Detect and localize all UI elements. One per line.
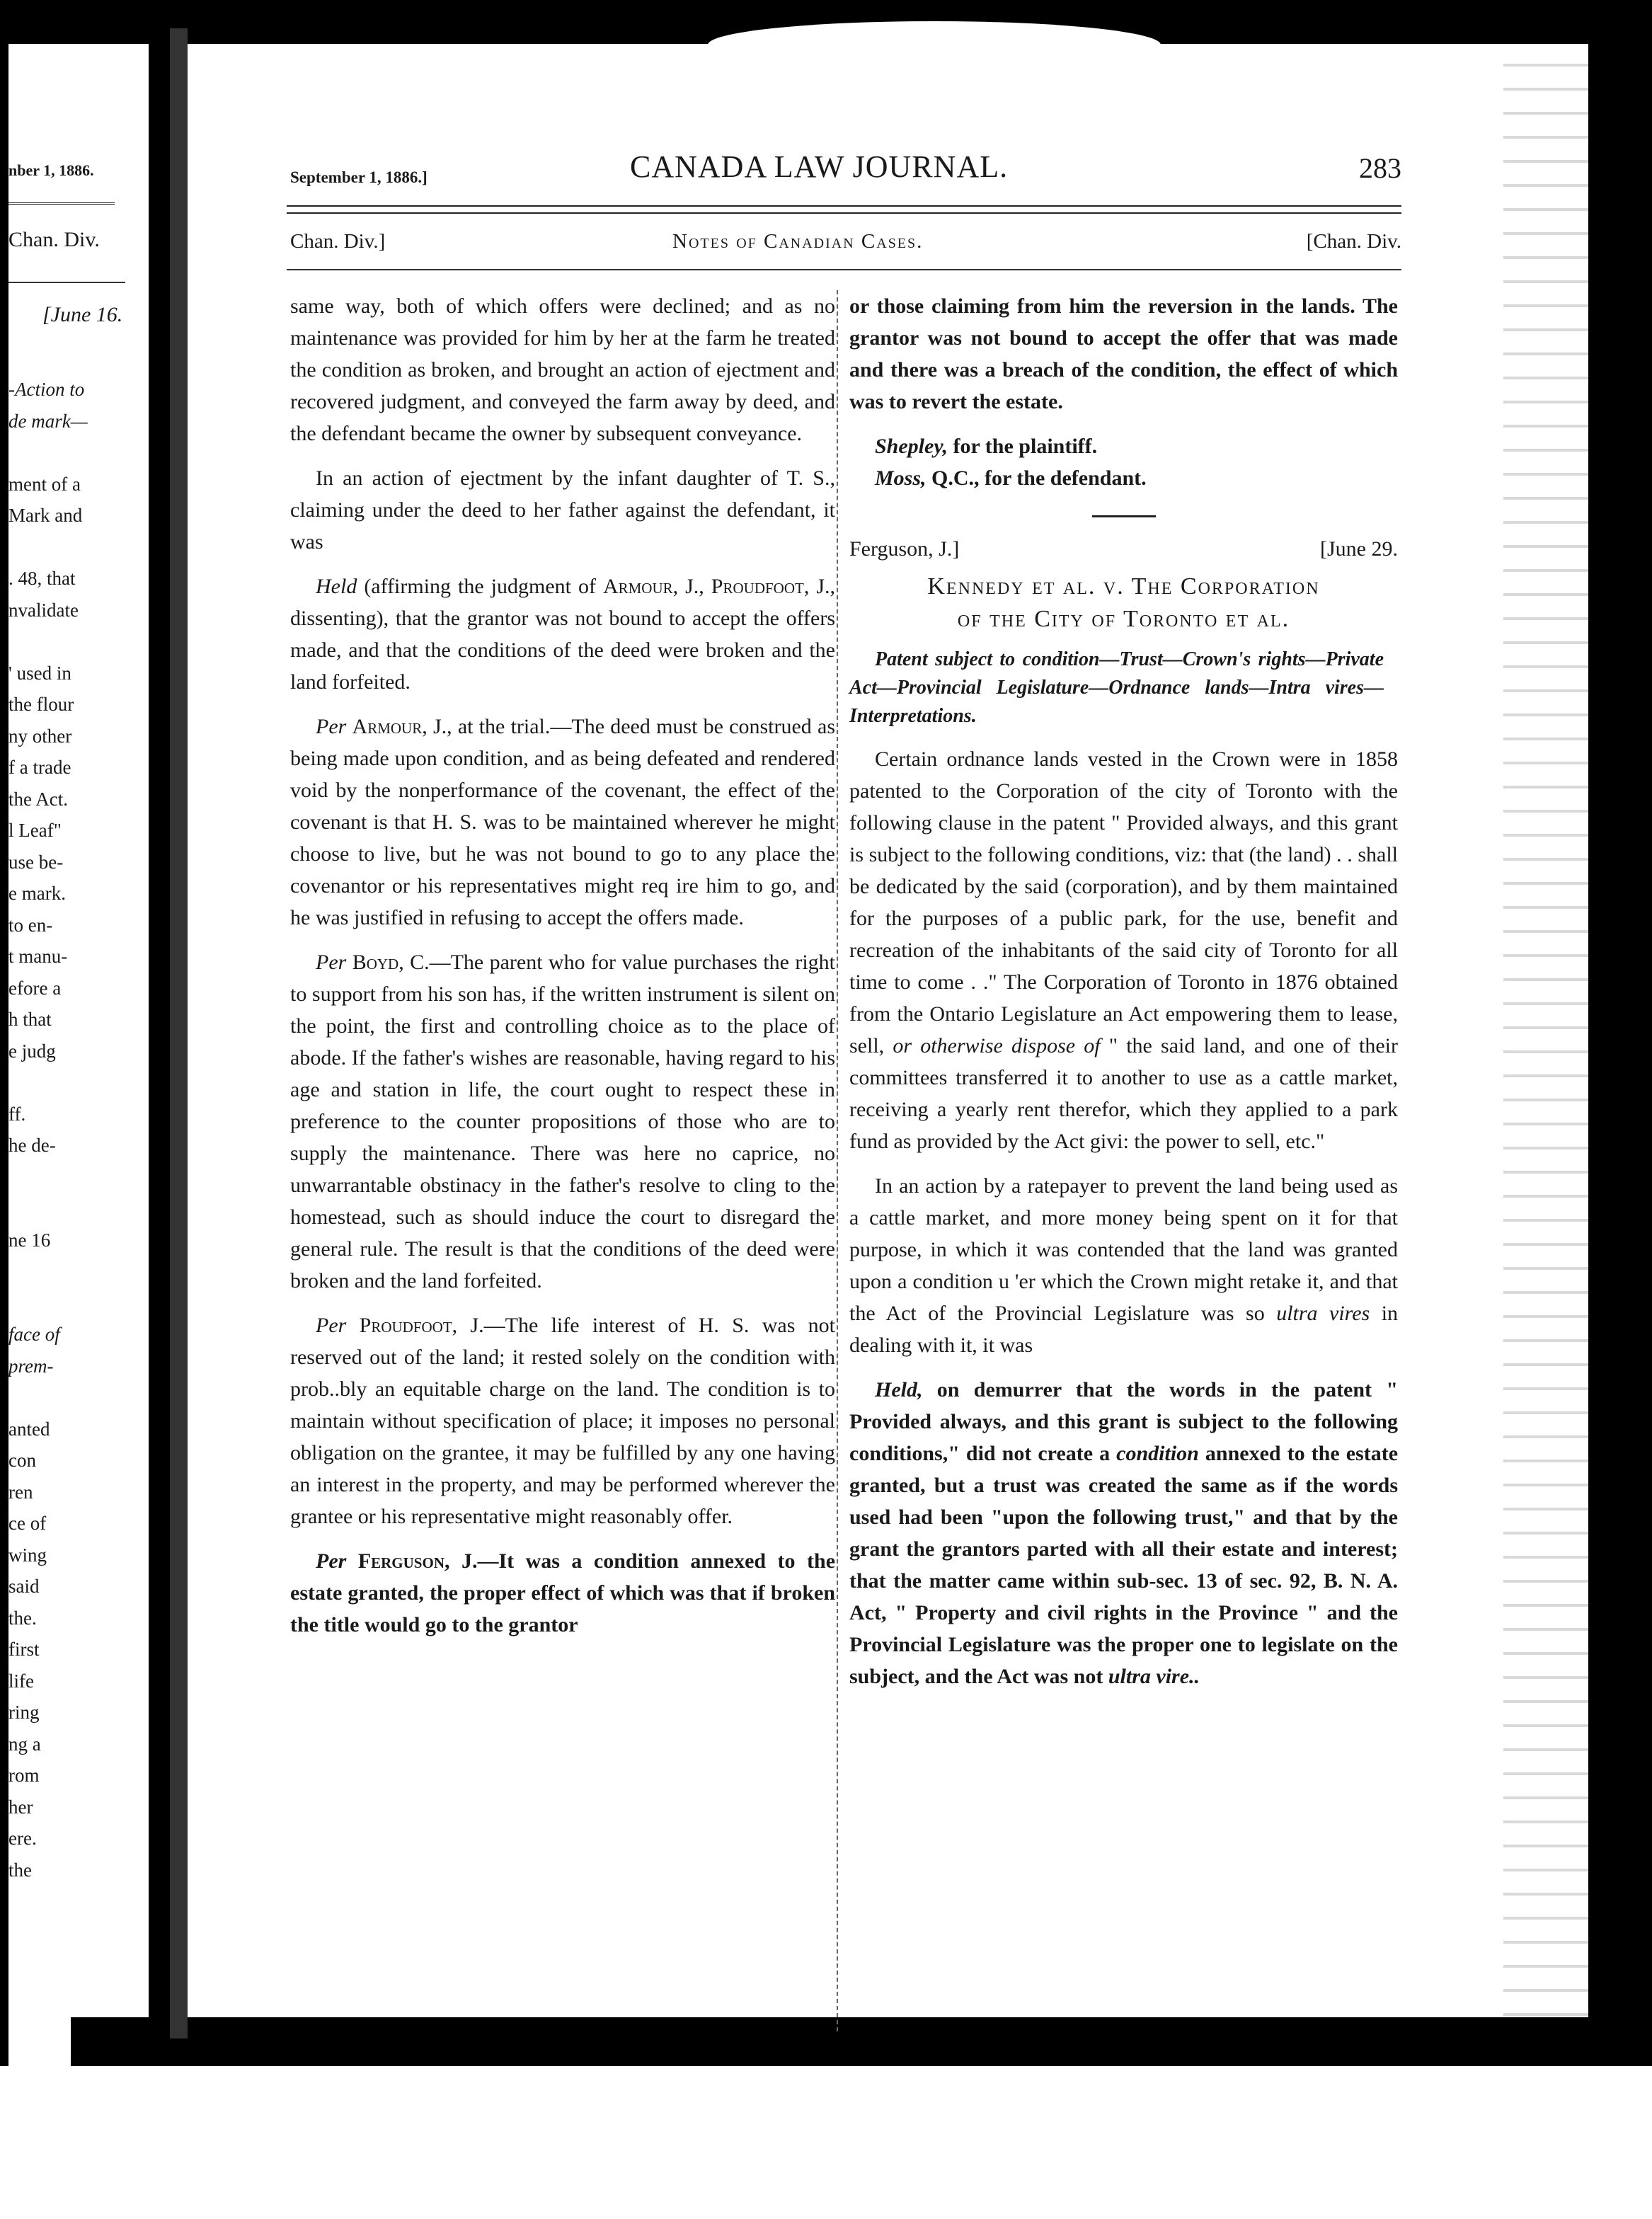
prev-page-date: [June 16. (42, 303, 123, 326)
prev-page-rule (8, 202, 115, 205)
judge-name: Boyd (352, 951, 399, 974)
prev-page-line: ng a (8, 1733, 41, 1755)
prev-page-line: con (8, 1450, 36, 1471)
prev-page-line: first (8, 1639, 40, 1660)
prev-page-line: t manu- (8, 946, 68, 967)
case-judge: Ferguson, J.] (849, 537, 960, 561)
scan-border-bottom (71, 2017, 1652, 2066)
paragraph: Per Ferguson, J.—It was a condition annexed to the estate granted, the proper effect of which was that if broken the title would go to the grantor (290, 1549, 836, 1636)
prev-page-section-rule (8, 282, 125, 283)
prev-page-section: Chan. Div. (8, 228, 100, 251)
judge-name: Ferguson (357, 1549, 444, 1573)
prev-page-line: f a trade (8, 757, 71, 778)
prev-page-line: he de- (8, 1135, 56, 1156)
prev-page-line: ere. (8, 1828, 37, 1849)
prev-page-line: ren (8, 1481, 33, 1503)
prev-page-line: e mark. (8, 883, 66, 904)
paragraph: same way, both of which offers were declined; and as no maintenance was provided for him by her at the farm he treated the condition as broken, and brought an action of ejectment and recovered judgment, and conveyed the farm away by deed, and the defendant became the owner by subsequent conveyance. (290, 294, 835, 445)
prev-page-line: anted (8, 1418, 50, 1440)
prev-page-line: said (8, 1576, 40, 1597)
paragraph: In an action of ejectment by the infant daughter of T. S., claiming under the deed to her father against the defendant, it was (290, 466, 835, 554)
prev-page-line: the flour (8, 694, 74, 715)
counsel-line: Shepley, for the plaintiff. (875, 435, 1098, 458)
paragraph: Per Armour, J., at the trial.—The deed must be construed as being made upon condition, and as being defeated and rendered void by the nonperformance of the covenant, the effect of the covenant is that H. S. was to be maintained wherever he might choose to live, but he was not bound to go to any place the covenantor or his representatives might req ire him to go, and he was justified in refusing to accept the offers made. (290, 715, 835, 929)
prev-page-line: ment of a (8, 473, 81, 495)
prev-page-line: ce of (8, 1513, 47, 1534)
page-number: 283 (1359, 152, 1401, 184)
left-column (290, 290, 835, 1653)
paragraph: or those claiming from him the reversion in the lands. The grantor was not bound to accept the offer that was made and there was a breach of the condition, the effect of which was to revert the estate. (849, 294, 1398, 413)
prev-page-line: the Act. (8, 788, 68, 810)
prev-page-line: h that (8, 1009, 52, 1030)
prev-page-line: the (8, 1859, 32, 1881)
prev-page-line: to en- (8, 914, 53, 936)
paragraph: Held (affirming the judgment of Armour, J., Proudfoot, J., dissenting), that the grantor was not bound to accept the offers made, and that the conditions of the deed were broken and the land forfeited. (290, 575, 835, 694)
scan-border-left (0, 0, 8, 2066)
prev-page-line: her (8, 1796, 33, 1818)
judge-name: Proudfoot (359, 1314, 452, 1337)
prev-page-line: wing (8, 1544, 47, 1566)
column-divider (837, 290, 838, 2031)
section-head (290, 230, 1401, 258)
prev-page-line: face of (8, 1324, 60, 1345)
running-head (290, 149, 1401, 191)
case-separator (1092, 515, 1156, 517)
prev-page-line: nvalidate (8, 599, 79, 621)
book-binding-gutter (149, 28, 188, 2039)
prev-page-header: nber 1, 1886. (8, 161, 94, 179)
prev-page-line: prem- (8, 1355, 54, 1377)
prev-page-line: life (8, 1670, 34, 1692)
paragraph: Certain ordnance lands vested in the Crown were in 1858 patented to the Corporation of the city of Toronto with the following clause in the patent " Provided always, and this grant is subject to the following conditions, viz: that (the land) . . shall be dedicated by the said (corporation), and by them maintained for the purposes of a public park, for the use, benefit and recreation of the inhabitants of the said city of Toronto for all time to come . ." The Corporation of Toronto in 1876 obtained from the Ontario Legislature an Act empowering them to lease, sell, or otherwise dispose of " the said land, and one of their committees transferred it to another to use as a cattle market, receiving a yearly rent therefor, which they applied to a park fund as provided by the Act givi: the power to sell, etc." (849, 747, 1399, 1153)
section-rule (287, 269, 1401, 270)
prev-page-line: . 48, that (8, 568, 76, 589)
case-title: Kennedy et al. v. The Corporation of the City of Toronto et al. (927, 573, 1320, 632)
case-date: [June 29. (1320, 537, 1398, 561)
issue-date: September 1, 1886.] (290, 168, 428, 186)
right-column (849, 290, 1398, 1705)
paragraph: Per Proudfoot, J.—The life interest of H. S. was not reserved out of the land; it rested solely on the condition with prob..bly an equitable charge on the land. The condition is to maintain without specification of place; it imposes no personal obligation on the grantee, it may be fulfilled by any one having an interest in the property, and may be performed wherever the grantee or his representative might reasonably offer. (290, 1314, 836, 1528)
prev-page-line: efore a (8, 977, 62, 999)
prev-page-line: ring (8, 1702, 40, 1723)
prev-page-line: the. (8, 1607, 37, 1629)
counsel-line: Moss, Q.C., for the defendant. (875, 466, 1147, 490)
prev-page-line: Mark and (8, 505, 83, 526)
scan-border-right (1588, 0, 1652, 2066)
held-label: Held (316, 575, 357, 598)
scan-edge-noise (1503, 42, 1588, 2017)
paragraph: Held, on demurrer that the words in the patent " Provided always, and this grant is subject to the following conditions," did not create a condition annexed to the estate granted, but a trust was created the same as if the words used had been "upon the following trust," and that by the grant the grantors parted with all their estate and interest; that the matter came within sub-sec. 13 of sec. 92, B. N. A. Act, " Property and civil rights in the Province " and the Provincial Legislature was the proper one to legislate on the subject, and the Act was not ultra vire.. (849, 1378, 1399, 1688)
prev-page-line: l Leaf" (8, 820, 62, 841)
prev-page-line: ne 16 (8, 1229, 51, 1251)
prev-page-line: ' used in (8, 662, 71, 684)
paragraph: Per Boyd, C.—The parent who for value purchases the right to support from his son has, if the written instrument is silent on the point, the first and controlling choice as to the place of abode. If the father's wishes are reasonable, having regard to his age and station in life, the court ought to respect these in preference to the counter propositions of those who are to supply the maintenance. There was here no caprice, no unwarrantable obstinacy in the father's resolve to cling to the homestead, such as should induce the court to disregard the general rule. The result is that the conditions of the deed were broken and the land forfeited. (290, 951, 835, 1292)
section-left: Chan. Div.] (290, 230, 386, 253)
prev-page-line: -Action to (8, 379, 85, 400)
judge-name: Armour (352, 715, 423, 738)
prev-page-line: use be- (8, 851, 64, 873)
section-right: [Chan. Div. (1306, 230, 1401, 253)
prev-page-line: ff. (8, 1103, 26, 1125)
judge-name: Proudfoot (711, 575, 804, 598)
section-title: Notes of Canadian Cases. (672, 230, 924, 253)
paragraph: In an action by a ratepayer to prevent the land being used as a cattle market, and more money being spent on it for that purpose, in which it was contended that the land was granted upon a condition u 'er which the Crown might retake it, and that the Act of the Provincial Legislature was so ultra vires in dealing with it, it was (849, 1174, 1399, 1357)
prev-page-text-fragment (8, 379, 125, 2219)
case-judge-line (849, 533, 1398, 565)
journal-title: CANADA LAW JOURNAL. (630, 149, 1009, 184)
case-headnote: Patent subject to condition—Trust—Crown's rights—Private Act—Provincial Legislature—Ordnance lands—Intra vires—Interpretations. (849, 648, 1384, 727)
prev-page-line: e judg (8, 1040, 56, 1062)
prev-page-line: ny other (8, 725, 72, 747)
judge-name: Armour (602, 575, 673, 598)
header-double-rule (287, 205, 1401, 214)
prev-page-line: rom (8, 1765, 40, 1786)
prev-page-line: de mark— (8, 410, 88, 432)
